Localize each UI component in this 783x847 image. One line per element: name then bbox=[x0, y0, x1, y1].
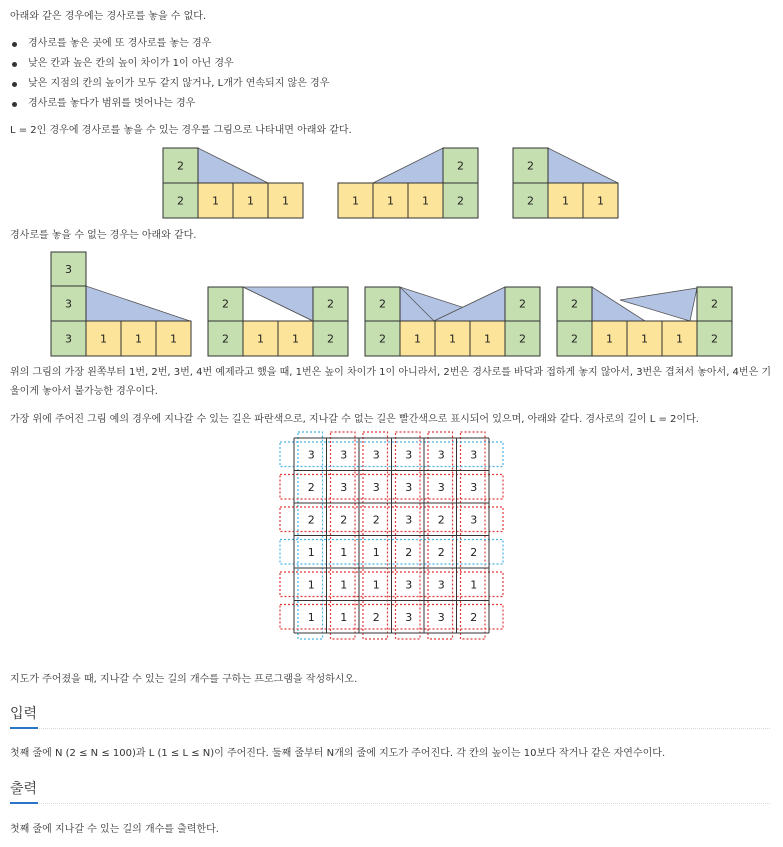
cell-label: 2 bbox=[527, 194, 534, 208]
grid-cell-value: 1 bbox=[340, 610, 348, 624]
intro-text: 아래와 같은 경우에는 경사로를 놓을 수 없다. bbox=[10, 11, 207, 22]
grid-cell-value: 3 bbox=[437, 480, 445, 494]
explanation-text: 위의 그림의 가장 왼쪽부터 1번, 2번, 3번, 4번 예제라고 했을 때, 1번은 높이 차이가 1이 아니라서, 2번은 경사로를 바닥과 접하게 놓지 않아서, 3번은 겹쳐서 놓아서, 4번은 기울이게 놓아서 불가능한 경우이다. bbox=[10, 367, 772, 397]
grid-cell-value: 3 bbox=[437, 578, 445, 592]
cell-label: 1 bbox=[135, 332, 142, 346]
bullet-icon bbox=[12, 62, 17, 67]
list-item: 경사로를 놓은 곳에 또 경사로를 놓는 경우 bbox=[28, 36, 211, 52]
ramp-shape bbox=[373, 148, 443, 183]
output-heading: 출력 bbox=[10, 781, 38, 797]
grid-cell-value: 3 bbox=[340, 448, 348, 462]
cell-label: 2 bbox=[571, 297, 578, 311]
cell-label: 2 bbox=[571, 332, 578, 346]
input-heading: 입력 bbox=[10, 706, 38, 722]
cell-label: 1 bbox=[387, 194, 394, 208]
heading-divider bbox=[10, 803, 770, 804]
ramp-shape bbox=[198, 148, 268, 183]
list-item: 낮은 지점의 칸의 높이가 모두 같지 않거나, L개가 연속되지 않은 경우 bbox=[28, 76, 329, 92]
bad-ramp-figure-3 bbox=[365, 287, 540, 356]
cell-label: 2 bbox=[457, 159, 464, 173]
cell-label: 3 bbox=[65, 332, 72, 346]
cell-label: 1 bbox=[257, 332, 264, 346]
output-text: 첫째 줄에 지나갈 수 있는 길의 개수를 출력한다. bbox=[10, 824, 219, 835]
grid-cell-value: 3 bbox=[405, 610, 413, 624]
grid-cell-value: 2 bbox=[470, 545, 478, 559]
cell-label: 1 bbox=[292, 332, 299, 346]
cell-label: 1 bbox=[484, 332, 491, 346]
cell-label: 2 bbox=[177, 159, 184, 173]
cell-label: 1 bbox=[562, 194, 569, 208]
grid-cell-value: 3 bbox=[372, 480, 380, 494]
task-text: 지도가 주어졌을 때, 지나갈 수 있는 길의 개수를 구하는 프로그램을 작성하시오. bbox=[10, 674, 358, 685]
cell-label: 1 bbox=[247, 194, 254, 208]
grid-cell-value: 3 bbox=[307, 448, 315, 462]
bullet-icon bbox=[12, 102, 17, 107]
bullet-icon bbox=[12, 82, 17, 87]
cell-label: 2 bbox=[711, 332, 718, 346]
grid-cell-value: 2 bbox=[372, 610, 380, 624]
grid-cell-value: 3 bbox=[437, 610, 445, 624]
cell-label: 1 bbox=[641, 332, 648, 346]
heading-divider bbox=[10, 728, 770, 729]
cell-label: 2 bbox=[711, 297, 718, 311]
grid-cell-value: 2 bbox=[307, 513, 315, 527]
cell-label: 2 bbox=[379, 297, 386, 311]
bad-ramp-figure-2 bbox=[208, 287, 348, 356]
grid-cell-value: 3 bbox=[470, 480, 478, 494]
input-text: 첫째 줄에 N (2 ≤ N ≤ 100)과 L (1 ≤ L ≤ N)이 주어진다. 둘째 줄부터 N개의 줄에 지도가 주어진다. 각 칸의 높이는 10보다 작거나 같은 자연수이다. bbox=[10, 748, 666, 759]
cell-label: 1 bbox=[597, 194, 604, 208]
cell-label: 2 bbox=[177, 194, 184, 208]
grid-cell-value: 1 bbox=[307, 545, 315, 559]
cell-label: 2 bbox=[327, 332, 334, 346]
cell-label: 2 bbox=[379, 332, 386, 346]
cell-label: 2 bbox=[222, 297, 229, 311]
grid-cell-value: 3 bbox=[437, 448, 445, 462]
grid-cell-value: 1 bbox=[372, 578, 380, 592]
ramp-shape bbox=[86, 286, 190, 321]
cell-label: 1 bbox=[212, 194, 219, 208]
bad-ramp-figure-4 bbox=[557, 287, 732, 356]
cell-label: 1 bbox=[449, 332, 456, 346]
grid-cell-value: 2 bbox=[372, 513, 380, 527]
grid-cell-value: 1 bbox=[372, 545, 380, 559]
cell-label: 2 bbox=[327, 297, 334, 311]
bullet-icon bbox=[12, 42, 17, 47]
grid-cell-value: 2 bbox=[437, 545, 445, 559]
cell-label: 1 bbox=[170, 332, 177, 346]
cell-label: 1 bbox=[282, 194, 289, 208]
cell-label: 2 bbox=[527, 159, 534, 173]
map-grid-figure bbox=[0, 430, 783, 665]
ramp-figure-3 bbox=[513, 148, 618, 218]
ramp-figure-2 bbox=[338, 148, 478, 218]
cell-label: 3 bbox=[65, 297, 72, 311]
ramp-figure-1 bbox=[163, 148, 303, 218]
grid-cell-value: 2 bbox=[405, 545, 413, 559]
grid-cell-value: 2 bbox=[470, 610, 478, 624]
cell-label: 1 bbox=[100, 332, 107, 346]
ramp-shape bbox=[548, 148, 618, 183]
possible-caption: L = 2인 경우에 경사로를 놓을 수 있는 경우를 그림으로 나타내면 아래와 같다. bbox=[10, 125, 352, 136]
bad-ramp-figure-1 bbox=[51, 252, 191, 356]
grid-cell-value: 1 bbox=[340, 545, 348, 559]
heading-accent bbox=[10, 727, 38, 729]
grid-cell-value: 3 bbox=[405, 480, 413, 494]
possible-ramps-figure bbox=[0, 140, 783, 222]
grid-cell-value: 3 bbox=[470, 448, 478, 462]
cell-label: 2 bbox=[222, 332, 229, 346]
grid-cell-value: 1 bbox=[307, 578, 315, 592]
list-item: 경사로를 놓다가 범위를 벗어나는 경우 bbox=[28, 96, 195, 112]
cell-label: 2 bbox=[457, 194, 464, 208]
grid-cell-value: 1 bbox=[307, 610, 315, 624]
grid-cell-value: 1 bbox=[470, 578, 478, 592]
map-caption: 가장 위에 주어진 그림 예의 경우에 지나갈 수 있는 길은 파란색으로, 지나갈 수 없는 길은 빨간색으로 표시되어 있으며, 아래와 같다. 경사로의 길이 L = 2이다. bbox=[10, 414, 699, 425]
cell-label: 1 bbox=[414, 332, 421, 346]
grid-cell-value: 3 bbox=[405, 448, 413, 462]
grid-cell-value: 2 bbox=[437, 513, 445, 527]
cell-label: 3 bbox=[65, 263, 72, 276]
grid-cell-value: 3 bbox=[372, 448, 380, 462]
list-item: 낮은 칸과 높은 칸의 높이 차이가 1이 아닌 경우 bbox=[28, 56, 234, 72]
cell-label: 1 bbox=[606, 332, 613, 346]
grid-cell-value: 2 bbox=[307, 480, 315, 494]
impossible-ramps-figure bbox=[0, 248, 783, 360]
grid-cell-value: 3 bbox=[340, 480, 348, 494]
cell-label: 1 bbox=[422, 194, 429, 208]
impossible-caption: 경사로를 놓을 수 없는 경우는 아래와 같다. bbox=[10, 230, 197, 241]
heading-accent bbox=[10, 802, 38, 804]
cell-label: 2 bbox=[519, 332, 526, 346]
grid-cell-value: 2 bbox=[340, 513, 348, 527]
grid-cell-value: 3 bbox=[405, 578, 413, 592]
grid-cell-value: 3 bbox=[470, 513, 478, 527]
grid-cell-value: 3 bbox=[405, 513, 413, 527]
grid-cell-value: 1 bbox=[340, 578, 348, 592]
cell-label: 1 bbox=[352, 194, 359, 208]
cell-label: 1 bbox=[676, 332, 683, 346]
cell-label: 2 bbox=[519, 297, 526, 311]
